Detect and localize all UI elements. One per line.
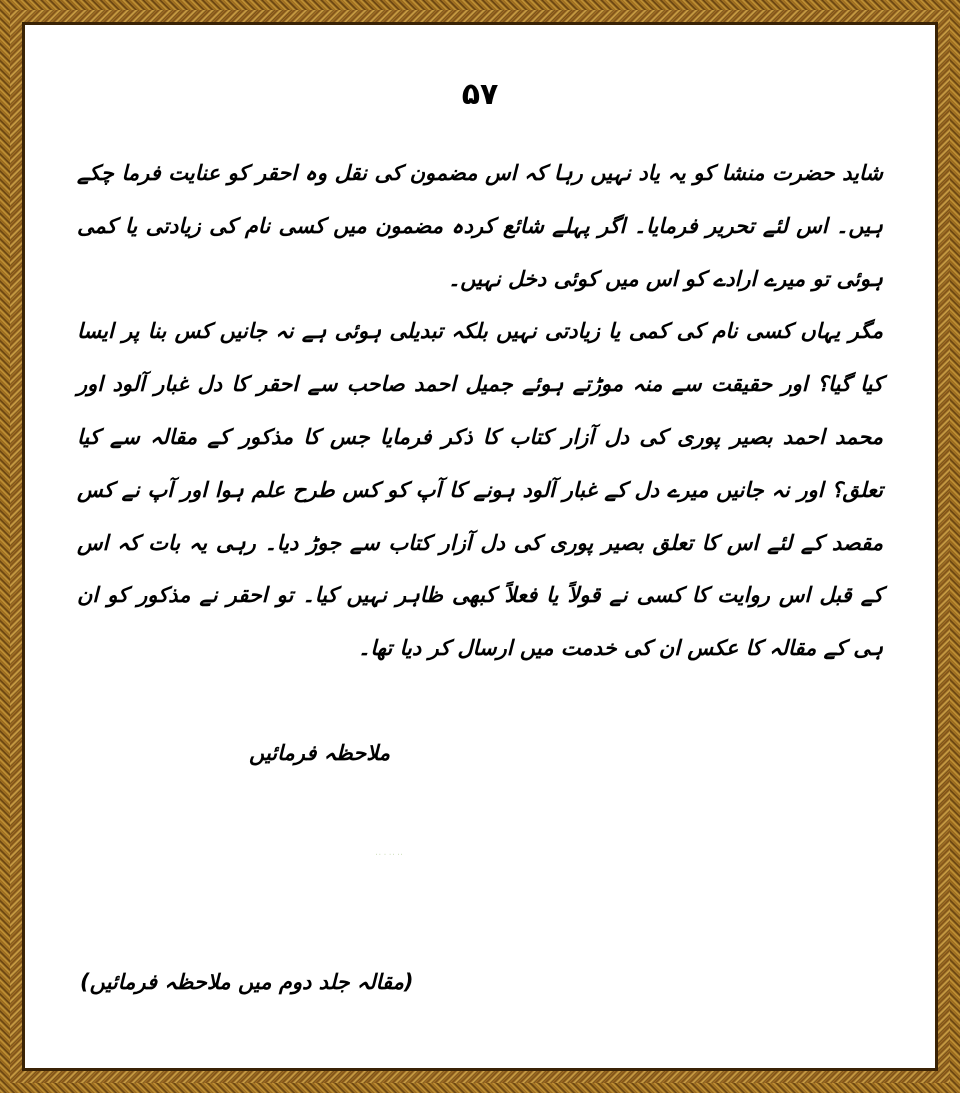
document-page: [25, 25, 935, 1068]
paragraph-2: مگر یہاں کسی نام کی کمی یا زیادتی نہیں بلکہ تبدیلی ہوئی ہے نہ جانیں کس بنا پر ایسا کیا گیا؟ اور حقیقت سے منہ موڑتے ہوئے جمیل احمد صاحب سے احقر کا دل غبار آلود اور محمد احمد بصیر پوری کی دل آزار کتاب کا ذکر فرمایا جس کا مذکور کے مقالہ سے کیا تعلق؟ اور نہ جانیں میرے دل کے غبار آلود ہونے کا آپ کو کس طرح علم ہوا اور آپ نے کس مقصد کے لئے اس کا تعلق بصیر پوری کی دل آزار کتاب سے جوڑ دیا۔ رہی یہ بات کہ اس کے قبل اس روایت کا کسی نے قولاً یا فعلاً کبھی ظاہر نہیں کیا۔ تو احقر نے مذکور کو ان ہی کے مقالہ کا عکس ان کی خدمت میں ارسال کر دیا تھا۔: [77, 319, 884, 661]
paragraph-1: شاید حضرت منشا کو یہ یاد نہیں رہا کہ اس مضمون کی نقل وہ احقر کو عنایت فرما چکے ہیں۔ اس لئے تحریر فرمایا۔ اگر پہلے شائع کردہ مضمون میں کسی نام کی زیادتی یا کمی ہوئی تو میرے ارادے کو اس میں کوئی دخل نہیں۔: [77, 161, 883, 291]
page-number: ۵۷: [461, 77, 499, 112]
scan-specks: ۰۰ ۰ ۰۰ ۰۰: [375, 851, 404, 858]
footnote: (مقالہ جلد دوم میں ملاحظہ فرمائیں): [80, 970, 414, 994]
body-text: [77, 147, 883, 675]
closing-line: ملاحظہ فرمائیں: [248, 741, 390, 765]
